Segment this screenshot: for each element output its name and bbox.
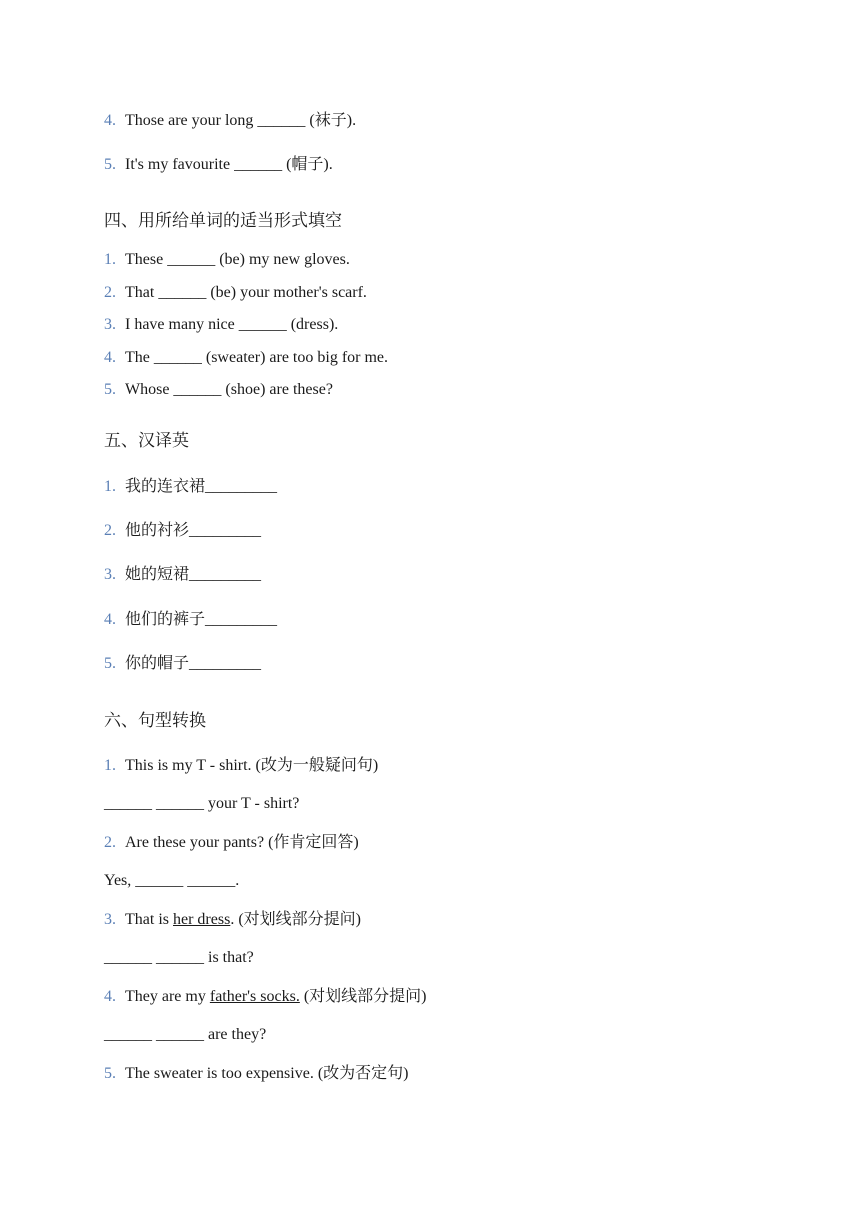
question-item xyxy=(104,250,350,270)
question-text: The sweater is too expensive. ( xyxy=(125,1065,324,1082)
question-text: They are my xyxy=(125,988,210,1005)
question-item xyxy=(104,315,338,335)
item-number: 5. xyxy=(104,655,116,672)
section-heading: 六、句型转换 xyxy=(104,711,206,731)
answer-line: ______ ______ your T - shirt? xyxy=(104,795,300,812)
question-text: That ______ (be) your mother's scarf. xyxy=(125,284,367,301)
question-text: It's my favourite ______ ( xyxy=(125,156,292,173)
question-end: ) xyxy=(353,834,359,851)
answer-line: Yes, ______ ______. xyxy=(104,872,240,889)
question-item xyxy=(104,154,333,175)
question-text: That is xyxy=(125,911,173,928)
chinese-phrase: 他们的裤子 xyxy=(125,609,206,628)
item-number: 4. xyxy=(104,112,116,129)
question-item xyxy=(104,476,277,497)
question-item xyxy=(104,832,359,853)
question-end: ). xyxy=(346,112,357,129)
question-item xyxy=(104,564,261,585)
question-text: This is my T - shirt. ( xyxy=(125,757,261,774)
answer-blank: _________ xyxy=(189,522,262,539)
item-number: 3. xyxy=(104,316,116,333)
chinese-phrase: 你的帽子 xyxy=(125,653,190,672)
question-end: ) xyxy=(355,911,361,928)
chinese-phrase: 他的衬衫 xyxy=(125,520,190,539)
answer-blank: _________ xyxy=(205,478,278,495)
underlined-phrase: her dress xyxy=(173,911,231,928)
question-item xyxy=(104,380,333,400)
section-heading: 四、用所给单词的适当形式填空 xyxy=(104,211,342,231)
question-item xyxy=(104,755,378,776)
item-number: 1. xyxy=(104,478,116,495)
answer-line: ______ ______ is that? xyxy=(104,949,254,966)
question-item xyxy=(104,520,261,541)
item-number: 4. xyxy=(104,988,116,1005)
question-item xyxy=(104,653,261,674)
chinese-instruction: 改为否定句 xyxy=(323,1063,404,1082)
item-number: 5. xyxy=(104,1065,116,1082)
question-text: Those are your long ______ ( xyxy=(125,112,315,129)
item-number: 4. xyxy=(104,349,116,366)
item-number: 1. xyxy=(104,757,116,774)
answer-blank: _________ xyxy=(189,566,262,583)
answer-line: ______ ______ are they? xyxy=(104,1026,267,1043)
chinese-instruction: 改为一般疑问句 xyxy=(260,755,373,774)
chinese-phrase: 我的连衣裙 xyxy=(125,476,206,495)
question-end: ) xyxy=(421,988,427,1005)
question-text: Whose ______ (shoe) are these? xyxy=(125,381,333,398)
question-item xyxy=(104,1063,409,1084)
question-end: ) xyxy=(372,757,379,774)
question-text: These ______ (be) my new gloves. xyxy=(125,251,350,268)
item-number: 3. xyxy=(104,911,116,928)
chinese-phrase: 她的短裙 xyxy=(125,564,190,583)
question-item xyxy=(104,283,367,303)
item-number: 2. xyxy=(104,284,116,301)
question-item xyxy=(104,609,277,630)
chinese-hint: 袜子 xyxy=(314,110,347,129)
item-number: 2. xyxy=(104,522,116,539)
section-heading: 五、汉译英 xyxy=(104,431,189,451)
item-number: 3. xyxy=(104,566,116,583)
question-text: I have many nice ______ (dress). xyxy=(125,316,339,333)
chinese-hint: 帽子 xyxy=(291,154,324,173)
question-end: ) xyxy=(403,1065,409,1082)
underlined-phrase: father's socks. xyxy=(209,988,300,1005)
question-text: Are these your pants? ( xyxy=(125,834,274,851)
question-text: . ( xyxy=(230,911,244,928)
chinese-instruction: 作肯定回答 xyxy=(273,832,354,851)
item-number: 2. xyxy=(104,834,116,851)
question-text: ( xyxy=(299,988,310,1005)
chinese-instruction: 对划线部分提问 xyxy=(243,909,356,928)
question-item xyxy=(104,986,427,1007)
question-item xyxy=(104,110,356,131)
question-text: The ______ (sweater) are too big for me. xyxy=(125,349,389,366)
answer-blank: _________ xyxy=(189,655,262,672)
answer-blank: _________ xyxy=(205,611,278,628)
item-number: 5. xyxy=(104,381,116,398)
item-number: 4. xyxy=(104,611,116,628)
question-item xyxy=(104,348,388,368)
question-end: ). xyxy=(323,156,333,173)
chinese-instruction: 对划线部分提问 xyxy=(309,986,422,1005)
item-number: 5. xyxy=(104,156,116,173)
item-number: 1. xyxy=(104,251,116,268)
question-item xyxy=(104,909,361,930)
